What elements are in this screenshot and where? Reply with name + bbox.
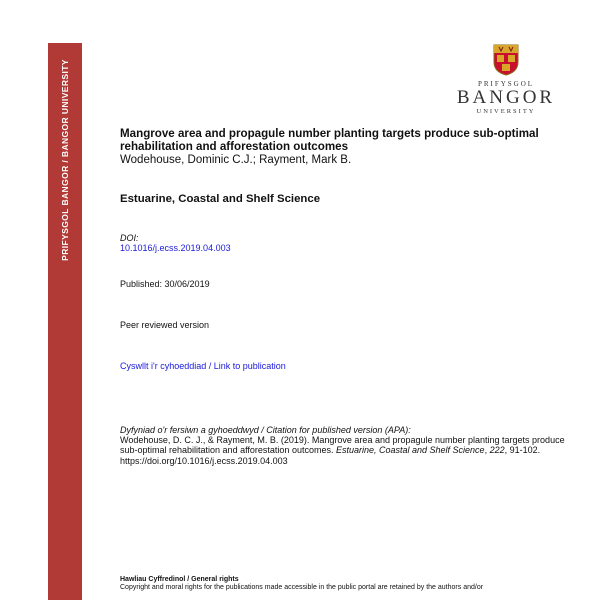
paper-title: Mangrove area and propagule number planting targets produce sub-optimal rehabilitation and afforestation outcomes	[120, 127, 539, 153]
citation-sep: ,	[484, 445, 490, 456]
rights-title: Hawliau Cyffredinol / General rights	[120, 576, 239, 583]
rights-block	[120, 576, 580, 592]
journal-name: Estuarine, Coastal and Shelf Science	[120, 193, 321, 205]
doi-label: DOI:	[120, 233, 139, 243]
sidebar-label: PRIFYSGOL BANGOR / BANGOR UNIVERSITY	[60, 59, 70, 261]
citation-label: Dyfyniad o'r fersiwn a gyhoeddwyd / Citation for published version (APA):	[120, 425, 411, 435]
logo-bottom-text: UNIVERSITY	[476, 108, 536, 115]
citation-volume: 222	[489, 445, 505, 456]
citation-text-main: Wodehouse, D. C. J., & Rayment, M. B. (2019). Mangrove area and propagule number planting targets produce sub-optimal rehabilitation and afforestation outcomes.	[120, 435, 565, 456]
rights-text: Copyright and moral rights for the publications made accessible in the public portal are retained by the authors and/or	[120, 584, 484, 591]
citation-text-end: , 91-102. https://doi.org/10.1016/j.ecss.2019.04.003	[120, 445, 541, 466]
paper-authors: Wodehouse, Dominic C.J.; Rayment, Mark B.	[120, 154, 352, 166]
published-date: Published: 30/06/2019	[120, 279, 210, 289]
citation-text	[120, 435, 575, 466]
doi-link[interactable]: 10.1016/j.ecss.2019.04.003	[120, 243, 231, 253]
crest-icon	[493, 44, 519, 76]
citation-block	[120, 425, 575, 466]
paper-header	[120, 128, 580, 166]
university-logo	[452, 44, 560, 115]
version-status: Peer reviewed version	[120, 320, 210, 330]
publication-link[interactable]: Cyswllt i'r cyhoeddiad / Link to publication	[120, 361, 286, 371]
citation-journal: Estuarine, Coastal and Shelf Science	[335, 445, 485, 456]
logo-top-text: PRIFYSGOL	[477, 80, 535, 88]
logo-main-text: BANGOR	[456, 87, 556, 108]
